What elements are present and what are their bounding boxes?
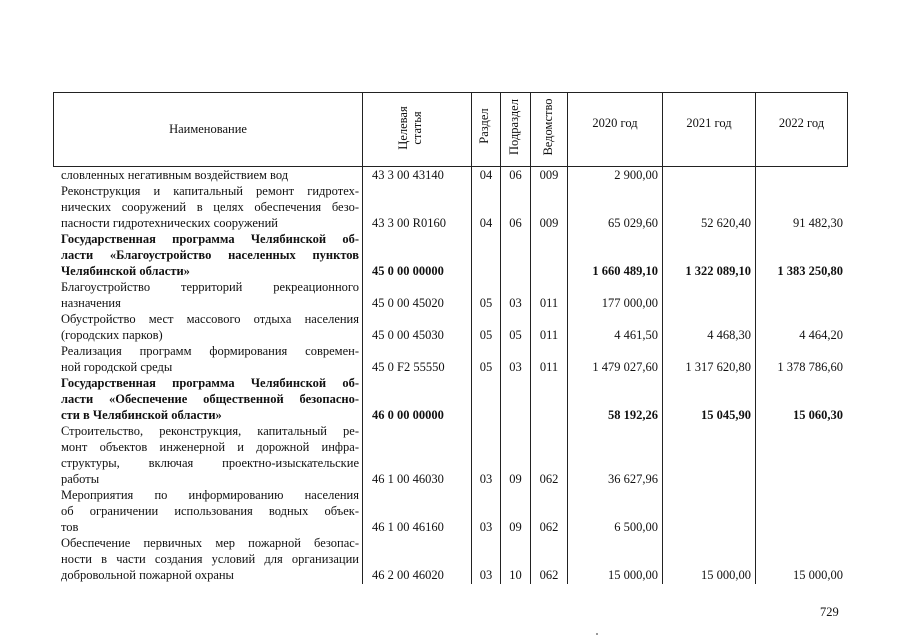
row-amount-2020: 1 660 489,10 (592, 264, 658, 278)
row-name (61, 231, 359, 279)
col-border (362, 92, 363, 584)
row-department: 011 (539, 296, 559, 310)
row-subsection: 09 (509, 520, 522, 534)
row-amount-2021: 1 317 620,80 (685, 360, 751, 374)
row-section: 04 (479, 168, 493, 182)
row-name-line: Челябинской области» (61, 264, 190, 278)
row-target-code: 45 0 00 00000 (372, 264, 444, 278)
row-section: 05 (479, 328, 493, 342)
row-amount-2021: 15 000,00 (701, 568, 751, 582)
scan-speck (596, 633, 598, 635)
header-name: Наименование (169, 122, 247, 136)
header-target-line2: статья (410, 111, 424, 145)
header-2022: 2022 год (778, 116, 825, 130)
row-name (61, 183, 359, 231)
row-name (61, 535, 359, 583)
row-name-line: назначения (61, 296, 121, 310)
row-target-code: 43 3 00 R0160 (372, 216, 446, 230)
row-department: 062 (539, 568, 559, 582)
row-amount-2020: 1 479 027,60 (592, 360, 658, 374)
row-subsection: 10 (509, 568, 522, 582)
row-section: 05 (479, 360, 493, 374)
row-subsection: 03 (509, 296, 522, 310)
table-top-border (53, 92, 848, 93)
header-target-article (396, 96, 424, 160)
row-name (61, 167, 359, 183)
row-target-code: 46 0 00 00000 (372, 408, 444, 422)
row-section: 04 (479, 216, 493, 230)
row-subsection: 06 (509, 216, 522, 230)
row-name-line: Благоустройство территорий рекреационного (61, 280, 359, 294)
row-amount-2022: 15 000,00 (793, 568, 843, 582)
row-section: 03 (479, 472, 493, 486)
row-name-line: Мероприятия по информированию населения (61, 488, 359, 502)
row-amount-2021: 52 620,40 (701, 216, 751, 230)
page-number: 729 (820, 605, 839, 619)
row-name-line: Реконструкция и капитальный ремонт гидротех- (61, 184, 359, 198)
row-subsection: 03 (509, 360, 522, 374)
row-target-code: 45 0 F2 55550 (372, 360, 445, 374)
row-name (61, 487, 359, 535)
row-name-line: Государственная программа Челябинской об- (61, 376, 359, 390)
row-amount-2022: 91 482,30 (793, 216, 843, 230)
row-section: 05 (479, 296, 493, 310)
row-amount-2020: 36 627,96 (608, 472, 658, 486)
row-target-code: 45 0 00 45030 (372, 328, 444, 342)
header-subsection: Подраздел (507, 99, 521, 155)
row-amount-2021: 4 468,30 (707, 328, 751, 342)
row-name-line: нических сооружений в целях обеспечения безо- (61, 200, 359, 214)
row-department: 011 (539, 328, 559, 342)
row-name-line: тов (61, 520, 79, 534)
row-amount-2022: 1 383 250,80 (777, 264, 843, 278)
row-name-line: структуры, включая проектно-изыскательские (61, 456, 359, 470)
row-amount-2020: 58 192,26 (608, 408, 658, 422)
row-name-line: Государственная программа Челябинской об- (61, 232, 359, 246)
header-section: Раздел (477, 108, 491, 144)
row-name-line: ласти «Обеспечение общественной безопасно- (61, 392, 359, 406)
row-target-code: 46 1 00 46160 (372, 520, 444, 534)
row-subsection: 09 (509, 472, 522, 486)
row-amount-2020: 4 461,50 (614, 328, 658, 342)
row-subsection: 05 (509, 328, 522, 342)
row-department: 062 (539, 472, 559, 486)
row-amount-2021: 1 322 089,10 (685, 264, 751, 278)
row-amount-2020: 177 000,00 (601, 296, 658, 310)
row-department: 062 (539, 520, 559, 534)
row-amount-2022: 1 378 786,60 (777, 360, 843, 374)
header-2021: 2021 год (686, 116, 732, 130)
col-border (847, 92, 848, 167)
row-amount-2020: 2 900,00 (614, 168, 658, 182)
row-amount-2022: 15 060,30 (793, 408, 843, 422)
row-name-line: (городских парков) (61, 328, 163, 342)
row-name (61, 375, 359, 423)
row-name-line: добровольной пожарной охраны (61, 568, 234, 582)
header-target-line1: Целевая (396, 106, 410, 150)
row-name (61, 423, 359, 487)
row-department: 009 (539, 168, 559, 182)
row-name (61, 311, 359, 343)
row-section: 03 (479, 568, 493, 582)
row-name-line: монт объектов инженерной и дорожной инфра- (61, 440, 359, 454)
row-section: 03 (479, 520, 493, 534)
row-target-code: 46 1 00 46030 (372, 472, 444, 486)
row-amount-2020: 15 000,00 (608, 568, 658, 582)
row-amount-2022: 4 464,20 (799, 328, 843, 342)
row-name-line: Строительство, реконструкция, капитальный ре- (61, 424, 359, 438)
row-name-line: ности в части создания условий для организации (61, 552, 359, 566)
row-target-code: 43 3 00 43140 (372, 168, 444, 182)
row-amount-2020: 65 029,60 (608, 216, 658, 230)
row-amount-2021: 15 045,90 (701, 408, 751, 422)
row-name (61, 343, 359, 375)
row-department: 011 (539, 360, 559, 374)
row-name-line: работы (61, 472, 100, 486)
row-name-line: словленных негативным воздействием вод (61, 168, 289, 182)
row-name-line: Реализация программ формирования современ- (61, 344, 359, 358)
row-department: 009 (539, 216, 559, 230)
row-name-line: Обеспечение первичных мер пожарной безопас- (61, 536, 359, 550)
row-name-line: ласти «Благоустройство населенных пунктов (61, 248, 359, 262)
row-name-line: сти в Челябинской области» (61, 408, 222, 422)
row-name-line: об ограничении использования водных объек- (61, 504, 359, 518)
row-target-code: 45 0 00 45020 (372, 296, 444, 310)
row-name-line: пасности гидротехнических сооружений (61, 216, 278, 230)
row-target-code: 46 2 00 46020 (372, 568, 444, 582)
row-subsection: 06 (509, 168, 522, 182)
row-name-line: Обустройство мест массового отдыха населения (61, 312, 359, 326)
row-name (61, 279, 359, 311)
header-2020: 2020 год (592, 116, 638, 130)
row-amount-2020: 6 500,00 (614, 520, 658, 534)
header-department: Ведомство (541, 98, 555, 156)
row-name-line: ной городской среды (61, 360, 173, 374)
